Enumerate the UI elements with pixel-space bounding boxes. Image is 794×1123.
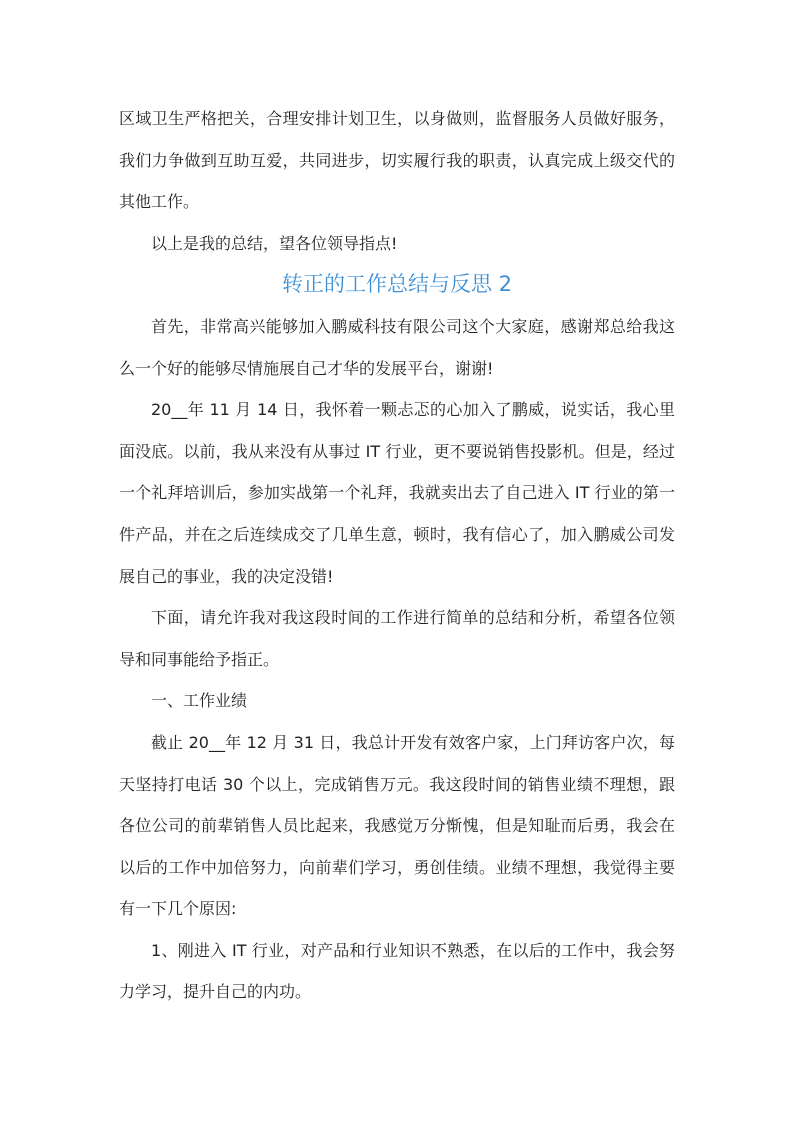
paragraph-reason-one: 1、刚进入 IT 行业，对产品和行业知识不熟悉，在以后的工作中，我会努力学习，提升自己的内功。: [119, 940, 675, 1002]
paragraph-closing-remark: 以上是我的总结，望各位领导指点!: [151, 233, 398, 253]
paragraph-joining-story: 20__年 11 月 14 日，我怀着一颗忐忑的心加入了鹏威，说实话，我心里面没底。以前，我从来没有从事过 IT 行业，更不要说销售投影机。但是，经过一个礼拜培训后，参加实战第一个礼拜，我就卖出去了自己进入 IT 行业的第一件产品，并在之后连续成交了几单生意，顿时，我有信心了，加入鹏威公司发展自己的事业，我的决定没错!: [119, 400, 675, 586]
paragraph-gratitude: 首先，非常高兴能够加入鹏威科技有限公司这个大家庭，感谢郑总给我这么一个好的能够尽情施展自己才华的发展平台，谢谢!: [119, 316, 675, 378]
paragraph-hygiene-duties: 区域卫生严格把关，合理安排计划卫生，以身做则，监督服务人员做好服务，我们力争做到互助互爱，共同进步，切实履行我的职责，认真完成上级交代的其他工作。: [119, 109, 675, 212]
subheading-work-performance: 一、工作业绩: [151, 691, 248, 711]
paragraph-sales-results: 截止 20__年 12 月 31 日，我总计开发有效客户家，上门拜访客户次，每天坚持打电话 30 个以上，完成销售万元。我这段时间的销售业绩不理想，跟各位公司的前辈销售人员比起来，我感觉万分惭愧，但是知耻而后勇，我会在以后的工作中加倍努力，向前辈们学习，勇创佳绩。业绩不理想，我觉得主要有一下几个原因:: [119, 732, 675, 919]
document-body: [119, 98, 675, 1013]
section-heading: 转正的工作总结与反思 2: [281, 272, 513, 297]
paragraph-summary-intro: 下面，请允许我对我这段时间的工作进行简单的总结和分析，希望各位领导和同事能给予指正。: [119, 608, 675, 669]
